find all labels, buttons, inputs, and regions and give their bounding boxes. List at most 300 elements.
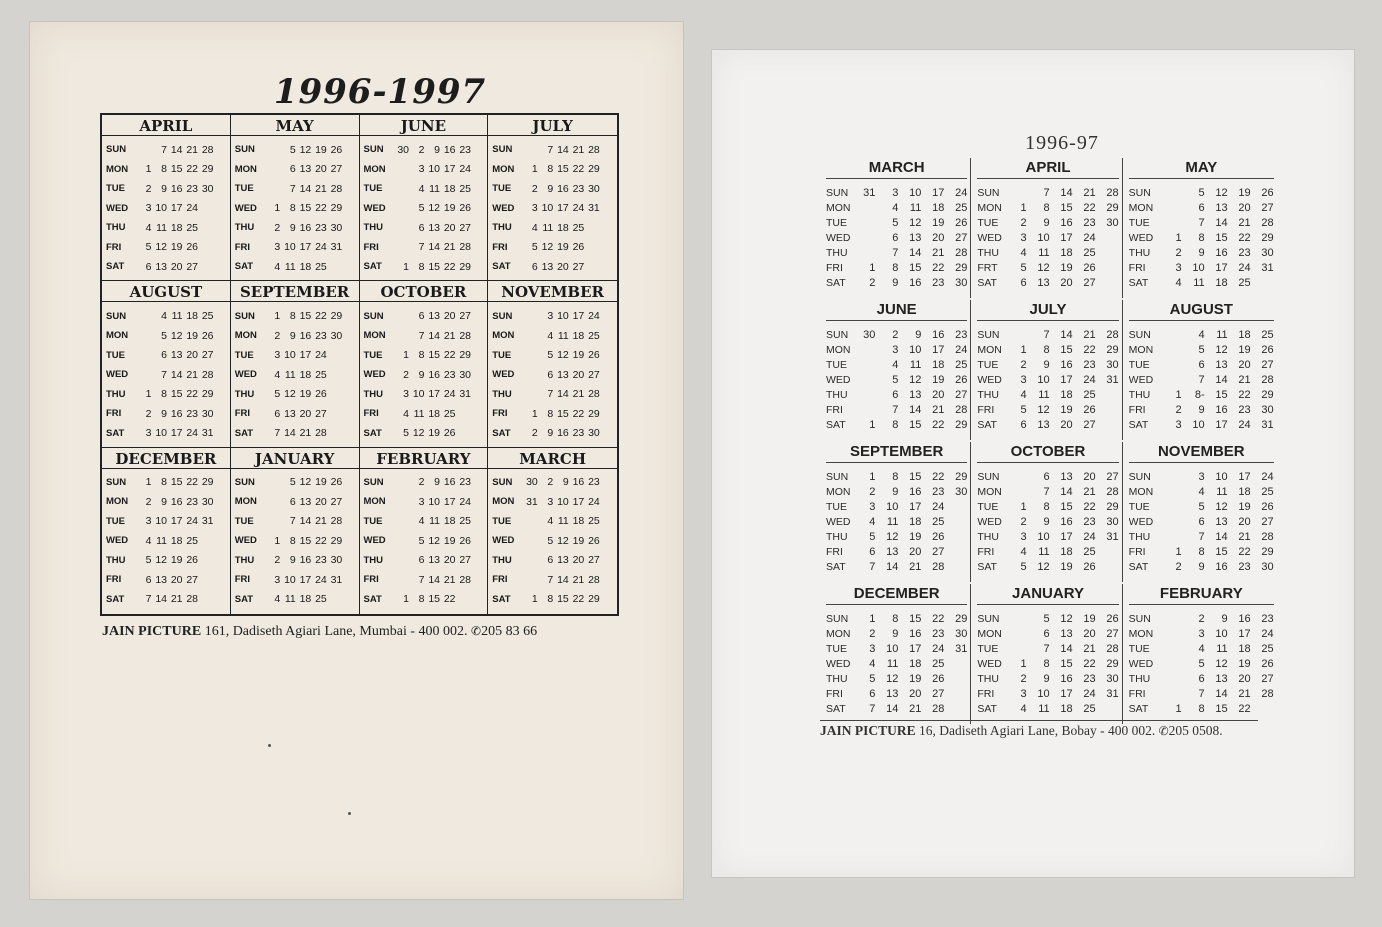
date-cell [944,531,967,543]
date-cell: 9 [915,328,922,341]
date-cell: 5 [1198,186,1205,199]
date-cell: 9 [161,407,167,420]
month-block-october [977,442,1122,582]
date-cell [584,261,600,273]
date-cell: 6 [1198,358,1205,371]
date-cell: 31 [330,241,343,254]
week-row [1129,327,1274,342]
month-block-february [1129,584,1274,724]
date-cell: 25 [955,358,968,371]
date-cell: 6 [869,687,876,700]
date-cell [394,496,410,508]
week-row [492,384,613,404]
week-row [977,686,1118,701]
date-cell: 8 [547,593,554,606]
weekday-label: WED [492,535,515,547]
date-cell: 7 [547,143,554,156]
week-row [235,512,355,532]
date-cell: 25 [572,221,585,234]
date-cell: 24 [315,241,327,254]
date-cell: 9 [892,627,899,640]
date-cell [265,515,281,527]
date-cell: 2 [1198,612,1205,625]
date-cell: 23 [315,221,327,234]
date-cell: 5 [1020,403,1027,416]
date-cell [522,369,538,381]
date-cell: 26 [1083,403,1096,416]
date-cell: 19 [443,202,456,215]
date-cell: 26 [588,349,600,362]
date-cell: 26 [443,427,456,440]
date-cell: 2 [1020,672,1027,685]
date-cell: 2 [1020,515,1027,528]
week-row [826,230,967,245]
date-cell: 18 [443,182,456,195]
date-cell: 11 [284,593,296,606]
month-name: JUNE [826,300,967,321]
week-row [1129,671,1274,686]
weekday-label: THU [492,388,512,400]
weekday-label: SUN [1128,186,1151,199]
date-cell: 12 [1037,403,1050,416]
date-cell: 3 [1198,627,1205,640]
date-cell: 31 [330,573,343,586]
date-cell: 15 [909,261,922,274]
week-row [1129,499,1274,514]
date-cell: 20 [170,260,183,273]
date-cell: 22 [1083,201,1096,214]
date-cell: 30 [1261,560,1274,573]
date-cell [198,574,214,586]
date-cell: 27 [1106,470,1119,483]
date-cell: 28 [588,573,600,586]
month-name: AUGUST [1129,300,1274,321]
weekday-label: WED [492,202,515,214]
date-cell: 25 [1083,246,1096,259]
date-cell: 2 [869,627,876,640]
date-cell: 24 [315,573,327,586]
date-cell: 5 [145,241,152,254]
month-block-may [1129,158,1274,298]
date-cell: 21 [443,241,456,254]
date-cell: 17 [557,202,569,215]
week-row [1129,469,1274,484]
weekday-label: SUN [492,144,513,156]
date-cell [1004,329,1027,341]
date-cell: 14 [1060,485,1073,498]
date-cell: 26 [315,388,327,401]
month-block-june [826,300,971,440]
date-cell: 12 [886,672,899,685]
date-cell: 19 [443,534,456,547]
weekday-label: FRI [106,408,122,420]
date-cell: 10 [155,202,167,215]
weekday-label: SUN [826,612,849,625]
date-cell: 1 [531,593,538,606]
date-cell: 17 [299,349,312,362]
date-cell [1251,703,1274,715]
date-cell: 20 [557,260,569,273]
week-row [826,260,967,275]
date-cell: 26 [1106,612,1119,625]
date-cell: 4 [418,515,425,528]
weekday-label: WED [234,535,257,547]
weekday-label: FRI [234,574,251,586]
date-cell: 7 [869,560,876,573]
weekday-label: SUN [826,328,849,341]
date-cell: 29 [1261,231,1274,244]
date-cell [944,516,967,528]
week-row [1129,215,1274,230]
date-cell: 9 [289,221,296,234]
date-cell: 9 [1198,403,1205,416]
week-row [1129,611,1274,626]
date-cell: 15 [557,593,569,606]
date-cell: 8 [289,202,296,215]
date-cell: 22 [1083,500,1096,513]
date-cell: 16 [1060,358,1073,371]
date-cell: 25 [1238,276,1251,289]
date-cell: 28 [1106,328,1119,341]
date-cell: 10 [886,500,899,513]
date-cell [327,388,343,400]
left-card-title: 1996-1997 [273,72,487,112]
weekday-label: TUE [234,349,254,361]
date-cell: 29 [1106,343,1119,356]
week-row [492,306,613,326]
date-cell: 20 [572,368,585,381]
date-cell: 20 [1238,515,1251,528]
date-cell: 7 [161,368,167,381]
date-cell: 11 [284,368,296,381]
weekday-label: FRI [977,545,995,558]
weekday-label: WED [826,231,851,244]
date-cell: 27 [201,349,214,362]
date-cell: 25 [459,515,471,528]
week-row [492,238,613,258]
date-cell: 31 [201,515,214,528]
month-block-october [360,281,489,447]
weekday-label: FRT [977,261,998,274]
date-cell: 16 [1060,515,1073,528]
date-cell [394,535,410,547]
date-cell: 4 [161,310,167,323]
date-cell: 15 [1215,231,1228,244]
date-cell: 19 [1060,261,1073,274]
date-cell: 10 [1215,627,1228,640]
date-cell: 13 [155,573,167,586]
date-cell: 26 [186,241,198,254]
date-cell [136,310,152,322]
date-cell: 24 [1083,373,1096,386]
date-cell: 8 [161,388,167,401]
date-cell: 16 [932,328,945,341]
date-cell: 20 [932,388,945,401]
date-cell: 4 [547,329,554,342]
date-cell: 3 [531,202,538,215]
week-row [1129,701,1274,716]
date-cell: 27 [1261,201,1274,214]
date-cell: 19 [299,388,312,401]
date-cell [1096,546,1119,558]
month-block-february [360,448,489,614]
date-cell: 6 [892,231,899,244]
date-cell: 9 [1198,560,1205,573]
date-cell: 26 [186,554,198,567]
date-cell: 10 [428,163,440,176]
date-cell: 23 [443,368,456,381]
date-cell: 20 [1083,470,1096,483]
week-row [364,473,484,493]
date-cell: 4 [1020,388,1027,401]
date-cell [522,330,538,342]
date-cell: 9 [562,476,569,489]
week-row [235,404,355,424]
date-cell: 4 [1020,246,1027,259]
date-cell: 11 [171,310,183,323]
date-cell: 20 [932,231,945,244]
date-cell [394,163,410,175]
week-row [492,512,613,532]
date-cell: 19 [315,143,327,156]
date-cell: 28 [1261,530,1274,543]
date-cell: 24 [186,202,198,215]
date-cell [1159,628,1182,640]
date-cell: 26 [932,530,945,543]
date-cell: 11 [886,657,899,670]
date-cell: 30 [955,276,968,289]
date-cell: 7 [274,427,281,440]
date-cell: 14 [428,329,440,342]
week-row [106,257,226,277]
date-cell [944,658,967,670]
week-row [235,492,355,512]
week-row [977,701,1118,716]
date-cell: 10 [155,427,167,440]
date-cell: 25 [588,329,600,342]
date-cell: 7 [418,329,425,342]
week-row [364,404,484,424]
week-row [492,345,613,365]
date-cell: 17 [1060,687,1073,700]
date-cell: 18 [909,515,922,528]
date-cell: 14 [170,143,183,156]
date-cell: 6 [1198,201,1205,214]
weekday-label: MON [826,627,851,640]
date-cell: 22 [186,163,198,176]
month-name: FEBRUARY [360,450,488,469]
date-cell: 8 [289,534,296,547]
date-cell: 9 [161,495,167,508]
weekday-label: SUN [234,310,255,322]
date-cell [394,310,410,322]
date-cell: 24 [588,310,600,323]
date-cell: 11 [1038,702,1050,715]
date-cell: 2 [869,485,876,498]
date-cell [327,427,343,439]
date-cell: 1 [531,407,538,420]
month-name: DECEMBER [102,450,230,469]
date-cell: 1 [403,260,409,273]
date-cell: 22 [1238,231,1251,244]
weekday-label: FRI [492,241,508,253]
date-cell [1096,247,1119,259]
date-cell: 12 [412,427,425,440]
date-cell: 7 [892,403,899,416]
date-cell: 23 [315,554,327,567]
date-cell: 18 [572,515,585,528]
date-cell: 22 [572,407,585,420]
date-cell: 28 [459,241,471,254]
date-cell: 28 [1106,485,1119,498]
date-cell: 14 [155,593,167,606]
date-cell: 21 [909,702,922,715]
month-block-september [826,442,971,582]
date-cell: 1 [531,163,538,176]
weekday-label: THU [826,530,848,543]
week-row [1129,484,1274,499]
weekday-label: FRI [826,687,843,700]
week-row [977,626,1118,641]
weekday-label: SUN [106,310,127,322]
weekday-label: SAT [492,427,511,439]
week-row [977,245,1118,260]
date-cell: 30 [955,485,968,498]
date-cell: 25 [443,407,456,420]
date-cell: 26 [1083,560,1096,573]
date-cell: 16 [1238,612,1251,625]
week-row [492,140,613,160]
weekday-label: SAT [234,261,254,273]
date-cell: 16 [299,329,312,342]
week-row [826,626,967,641]
week-row [826,671,967,686]
weekday-label: THU [1128,388,1151,401]
date-cell [1159,516,1182,528]
week-row [106,531,226,551]
date-cell: 17 [170,202,183,215]
date-cell: 30 [201,407,214,420]
date-cell: 24 [588,495,600,508]
week-row [977,641,1118,656]
date-cell: 19 [170,241,183,254]
week-row [235,531,355,551]
weekday-label: FRI [977,687,995,700]
date-cell: 2 [892,328,899,341]
date-cell [1096,232,1119,244]
date-cell: 23 [1083,358,1096,371]
week-row [235,551,355,571]
date-cell: 22 [443,593,456,606]
week-row [1129,656,1274,671]
weekday-label: MON [492,163,515,175]
date-cell: 4 [274,260,281,273]
date-cell: 26 [1261,343,1274,356]
weekday-label: MON [234,496,257,508]
date-cell: 5 [1198,343,1205,356]
date-cell [944,501,967,513]
week-row [1129,641,1274,656]
week-row [1129,185,1274,200]
date-cell: 11 [429,515,440,528]
weekday-label: FRI [1128,687,1146,700]
month-name: SEPTEMBER [826,442,967,463]
week-row [106,238,226,258]
date-cell: 3 [1175,418,1182,431]
week-row [826,686,967,701]
date-cell: 13 [557,368,569,381]
date-cell: 1 [1175,545,1182,558]
week-row [1129,402,1274,417]
date-cell: 27 [330,495,343,508]
date-cell: 19 [186,329,198,342]
right-month-grid [826,158,1274,724]
date-cell [1159,374,1182,386]
date-cell [1004,613,1027,625]
weekday-label: THU [1128,246,1151,259]
date-cell: 12 [1037,261,1050,274]
date-cell: 20 [572,554,585,567]
date-cell: 27 [459,310,471,323]
weekday-label: SUN [492,310,513,322]
week-row [106,512,226,532]
date-cell: 26 [330,476,343,489]
date-cell: 9 [1043,358,1050,371]
week-row [977,529,1118,544]
date-cell: 23 [459,143,471,156]
date-cell: 27 [588,368,600,381]
date-cell: 10 [284,573,296,586]
date-cell: 13 [909,231,922,244]
date-cell: 31 [1261,261,1274,274]
date-cell: 29 [330,310,343,323]
date-cell: 21 [932,403,945,416]
date-cell: 11 [542,221,554,234]
week-row [492,531,613,551]
weekday-label: WED [234,369,257,381]
date-cell: 3 [145,515,152,528]
right-footer-brand: JAIN PICTURE [820,723,916,738]
week-row [826,185,967,200]
month-name: MAY [231,117,359,136]
date-cell: 11 [284,260,296,273]
date-cell: 10 [909,343,922,356]
weekday-label: WED [1128,515,1154,528]
date-cell [522,349,538,361]
weekday-label: WED [1128,231,1154,244]
weekday-label: MON [363,163,386,175]
date-cell: 29 [955,470,968,483]
date-cell: 31 [955,642,968,655]
date-cell: 16 [443,143,456,156]
date-cell: 29 [1106,201,1119,214]
week-row [106,218,226,238]
weekday-label: SAT [492,261,511,273]
weekday-label: SUN [826,470,849,483]
date-cell: 19 [932,216,945,229]
month-block-november [1129,442,1274,582]
date-cell: 30 [1106,358,1119,371]
month-name: APRIL [977,158,1118,179]
date-cell [456,408,472,420]
date-cell: 25 [1261,485,1274,498]
date-cell: 10 [886,642,899,655]
weekday-label: THU [363,554,384,566]
week-row [106,492,226,512]
date-cell: 20 [1238,358,1251,371]
date-cell: 7 [1043,328,1050,341]
weekday-label: MON [826,485,851,498]
